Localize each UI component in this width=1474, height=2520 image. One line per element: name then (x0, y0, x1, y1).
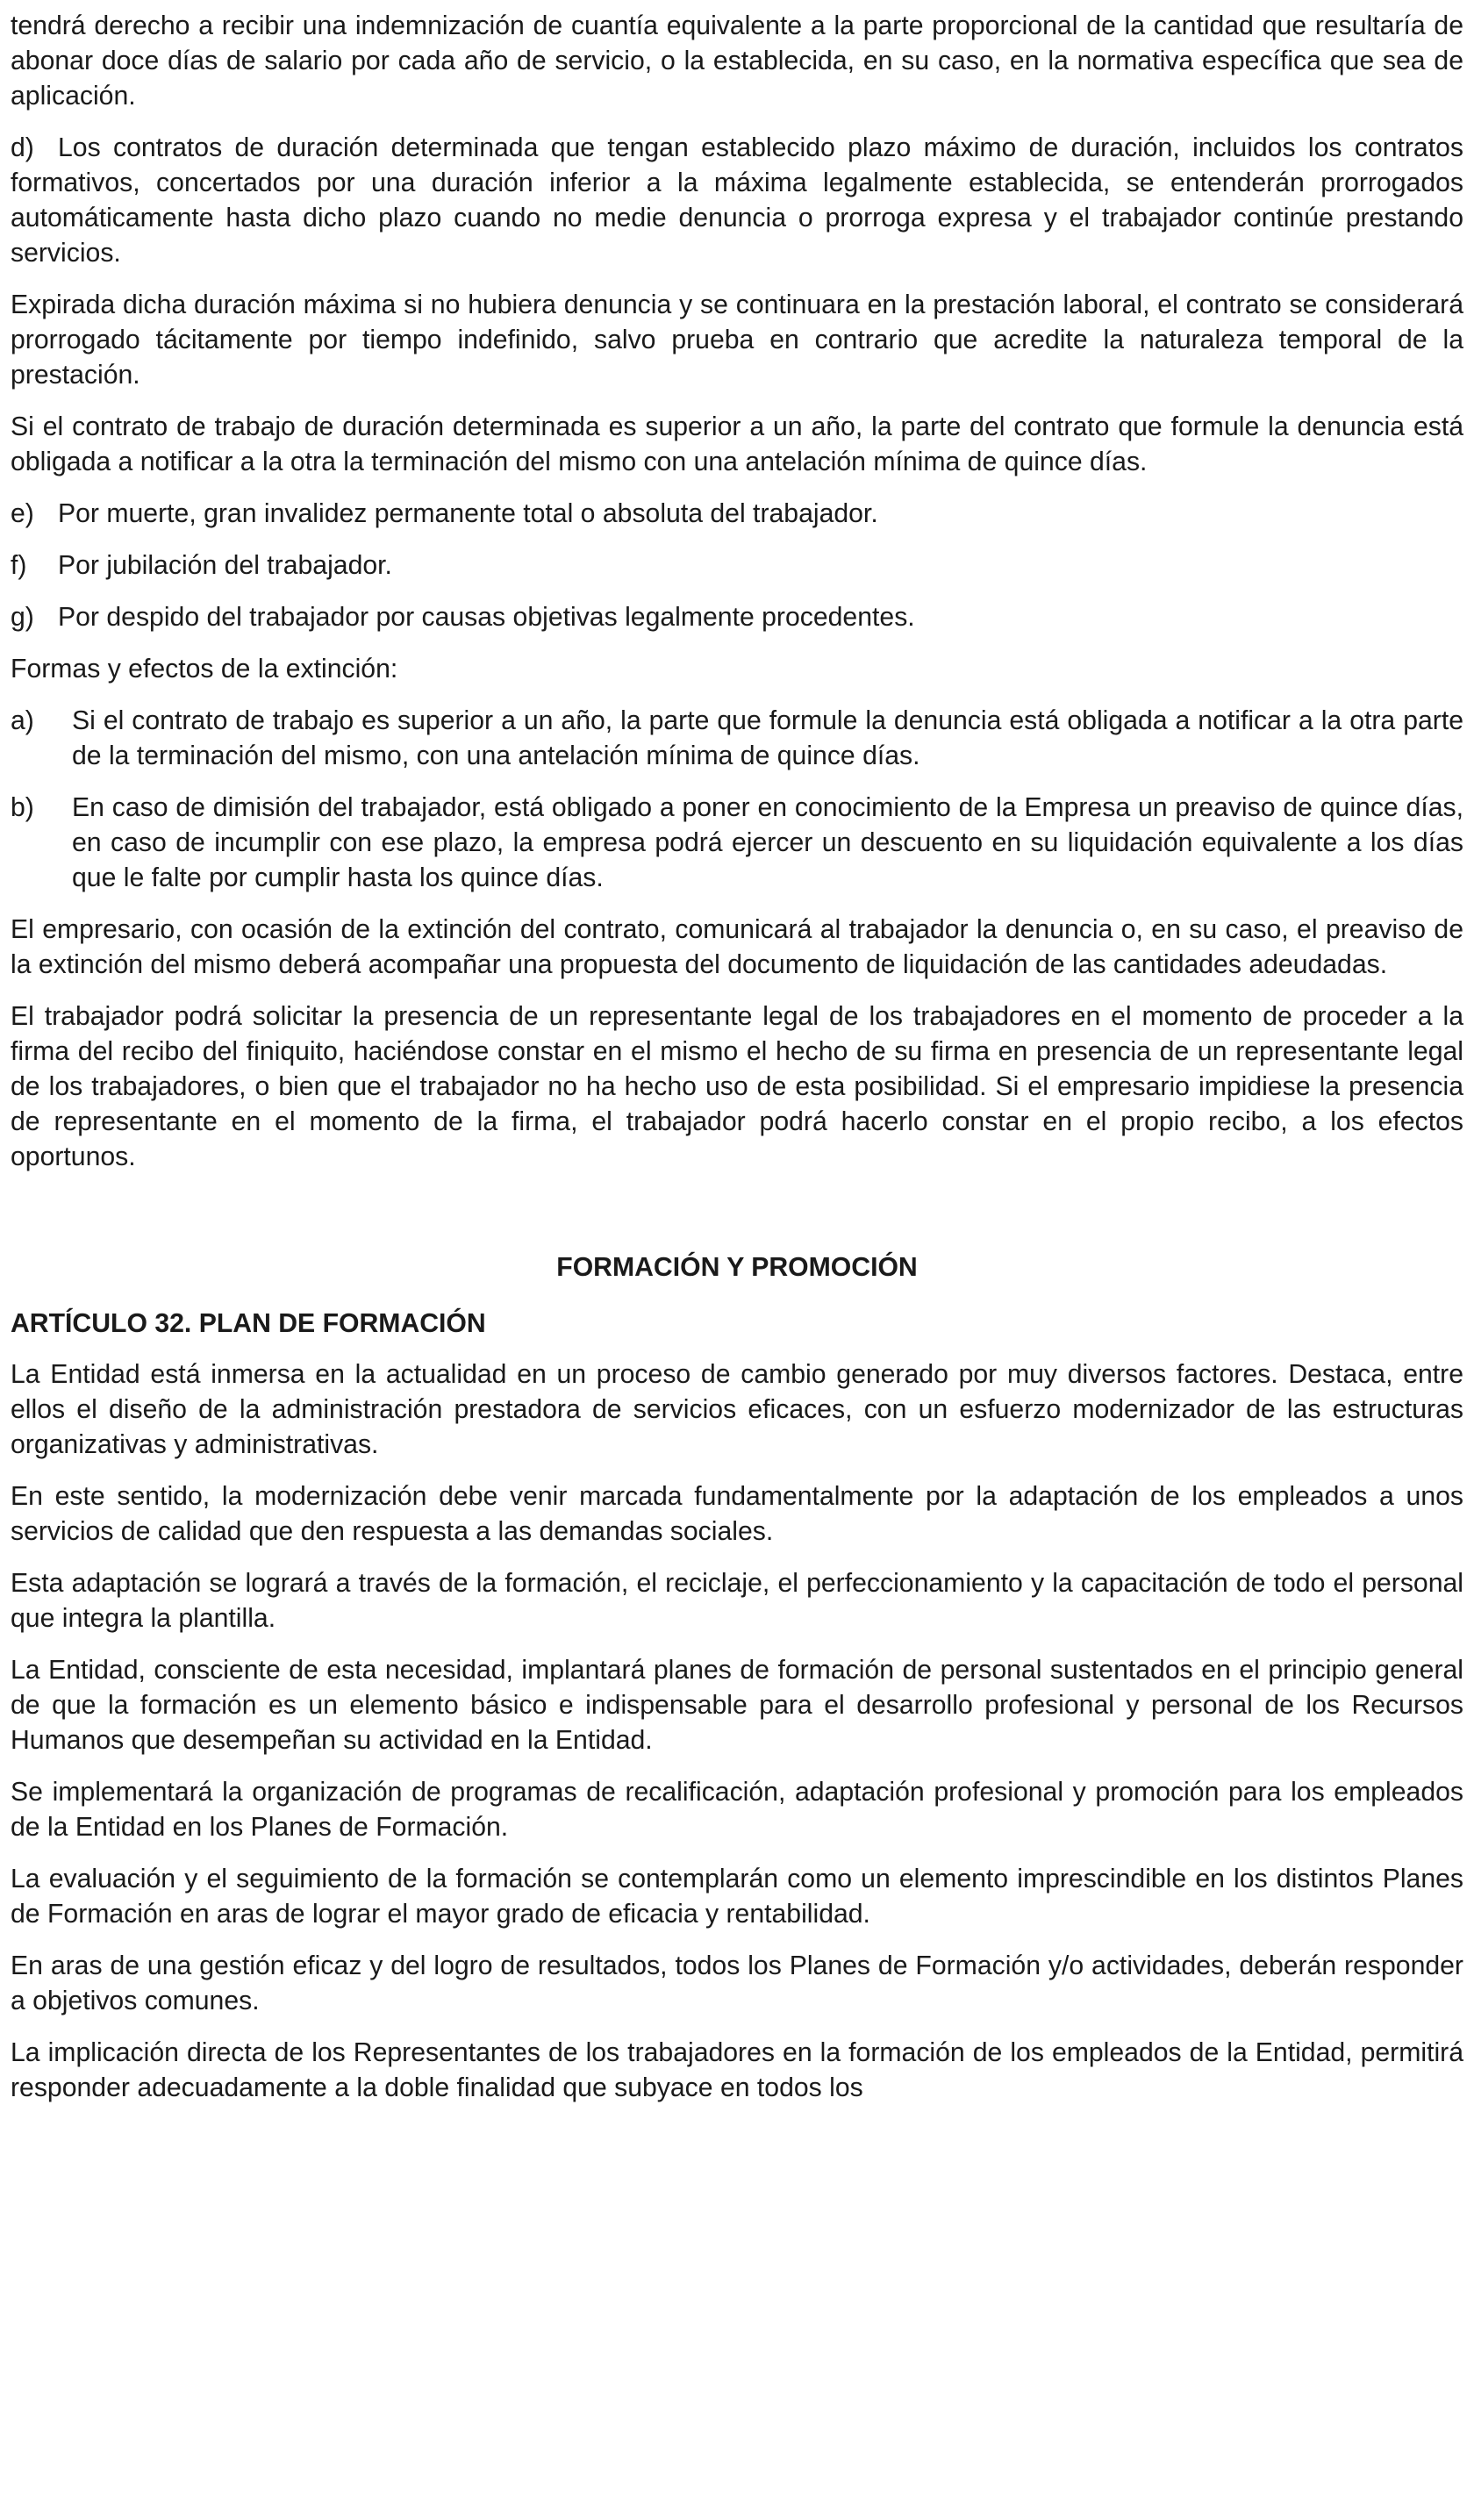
list-item-label: g) (11, 603, 34, 632)
paragraph: Esta adaptación se logrará a través de la formación, el reciclaje, el perfeccionamiento y la capacitación de todo el personal que integra la plantilla. (11, 1569, 1463, 1633)
paragraph: La implicación directa de los Representantes de los trabajadores en la formación de los empleados de la Entidad, permitirá responder adecuadamente a la doble finalidad que subyace en todos los (11, 2038, 1463, 2102)
list-item-d (11, 131, 1463, 271)
paragraph: El trabajador podrá solicitar la presencia de un representante legal de los trabajadores en el momento de proceder a la firma del recibo del finiquito, haciéndose constar en el mismo el hecho de su firma en presencia de un representante legal de los trabajadores, o bien que el trabajador no ha hecho uso de esta posibilidad. Si el empresario impidiese la presencia de representante en el momento de la firma, el trabajador podrá hacerlo constar en el propio recibo, a los efectos oportunos. (11, 1002, 1463, 1171)
paragraph: tendrá derecho a recibir una indemnización de cuantía equivalente a la parte proporcional de la cantidad que resultaría de abonar doce días de salario por cada año de servicio, o la establecida, en su caso, en la normativa específica que sea de aplicación. (11, 11, 1463, 111)
paragraph: Si el contrato de trabajo de duración determinada es superior a un año, la parte del contrato que formule la denuncia está obligada a notificar a la otra la terminación del mismo con una antelación mínima de quince días. (11, 412, 1463, 476)
list-item-text: Si el contrato de trabajo es superior a un año, la parte que formule la denuncia está obligada a notificar a la otra parte de la terminación del mismo, con una antelación mínima de quince días. (72, 706, 1463, 770)
paragraph: La Entidad, consciente de esta necesidad, implantará planes de formación de personal sustentados en el principio general de que la formación es un elemento básico e indispensable para el desarrollo profesional y personal de los Recursos Humanos que desempeñan su actividad en la Entidad. (11, 1656, 1463, 1755)
paragraph: La Entidad está inmersa en la actualidad en un proceso de cambio generado por muy diversos factores. Destaca, entre ellos el diseño de la administración prestadora de servicios eficaces, con un esfuerzo modernizador de las estructuras organizativas y administrativas. (11, 1360, 1463, 1459)
section-title: FORMACIÓN Y PROMOCIÓN (556, 1253, 918, 1282)
list-item-text: Por jubilación del trabajador. (58, 551, 392, 580)
list-item-text: Los contratos de duración determinada que tengan establecido plazo máximo de duración, incluidos los contratos formativos, concertados por una duración inferior a la máxima legalmente establecida, se entenderán prorrogados automáticamente hasta dicho plazo cuando no medie denuncia o prorroga expresa y el trabajador continúe prestando servicios. (11, 133, 1463, 268)
list-item-label: d) (11, 133, 34, 162)
list-item-f (11, 548, 1463, 583)
formas-item-b (11, 791, 1463, 896)
paragraph: La evaluación y el seguimiento de la formación se contemplarán como un elemento imprescindible en los distintos Planes de Formación en aras de lograr el mayor grado de eficacia y rentabilidad. (11, 1865, 1463, 1929)
paragraph: En este sentido, la modernización debe venir marcada fundamentalmente por la adaptación de los empleados a unos servicios de calidad que den respuesta a las demandas sociales. (11, 1482, 1463, 1546)
paragraph: Expirada dicha duración máxima si no hubiera denuncia y se continuara en la prestación laboral, el contrato se considerará prorrogado tácitamente por tiempo indefinido, salvo prueba en contrario que acredite la naturaleza temporal de la prestación. (11, 290, 1463, 390)
paragraph: En aras de una gestión eficaz y del logro de resultados, todos los Planes de Formación y/o actividades, deberán responder a objetivos comunes. (11, 1951, 1463, 2015)
paragraph: Se implementará la organización de programas de recalificación, adaptación profesional y promoción para los empleados de la Entidad en los Planes de Formación. (11, 1778, 1463, 1842)
article-title: ARTÍCULO 32. PLAN DE FORMACIÓN (11, 1309, 486, 1338)
list-item-text: En caso de dimisión del trabajador, está obligado a poner en conocimiento de la Empresa un preaviso de quince días, en caso de incumplir con ese plazo, la empresa podrá ejercer un descuento en su liquidación equivalente a los días que le falte por cumplir hasta los quince días. (72, 793, 1463, 892)
list-item-text: Por muerte, gran invalidez permanente total o absoluta del trabajador. (58, 499, 878, 528)
formas-heading: Formas y efectos de la extinción: (11, 655, 398, 684)
list-item-label: a) (11, 706, 34, 735)
document-page (11, 9, 1463, 2123)
paragraph: El empresario, con ocasión de la extinción del contrato, comunicará al trabajador la denuncia o, en su caso, el preaviso de la extinción del mismo deberá acompañar una propuesta del documento de liquidación de las cantidades adeudadas. (11, 915, 1463, 979)
list-item-label: e) (11, 499, 34, 528)
list-item-label: f) (11, 551, 27, 580)
list-item-e (11, 497, 1463, 532)
formas-item-a (11, 704, 1463, 774)
list-item-text: Por despido del trabajador por causas objetivas legalmente procedentes. (58, 603, 915, 632)
list-item-label: b) (11, 793, 34, 822)
list-item-g (11, 600, 1463, 635)
